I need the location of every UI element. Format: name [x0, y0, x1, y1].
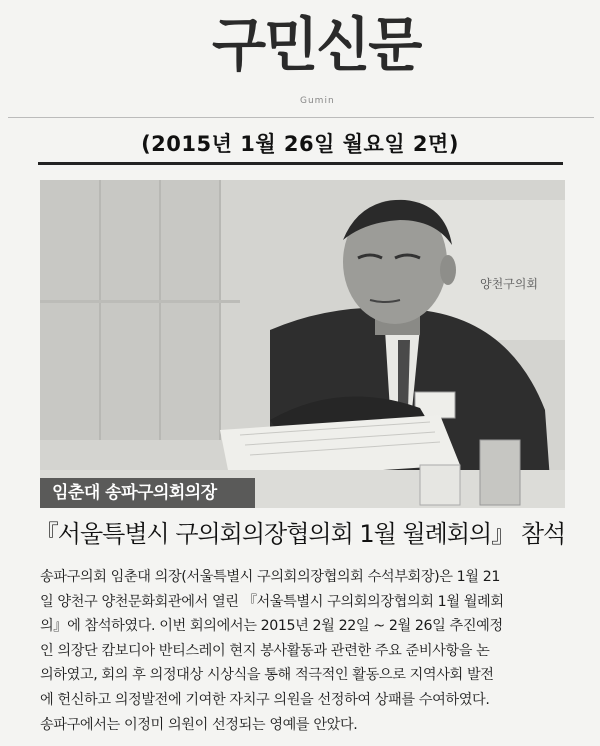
article-body-line: 의』에 참석하였다. 이번 회의에서는 2015년 2월 22일 ~ 2월 26일 추진예정	[40, 618, 503, 635]
nameplate-text: 양천구의회	[480, 277, 538, 291]
article-body	[40, 565, 566, 737]
article-body-line: 송파구에서는 이정미 의원이 선정되는 영예를 안았다.	[40, 716, 358, 733]
article-body-line: 의하였고, 회의 후 의정대상 시상식을 통해 적극적인 활동으로 지역사회 발전	[40, 667, 494, 684]
masthead-divider	[8, 117, 594, 118]
article-body-line: 일 양천구 양천문화회관에서 열린 『서울특별시 구의회의장협의회 1월 월례회	[40, 593, 504, 610]
article-body-line: 송파구의회 임춘대 의장(서울특별시 구의회의장협의회 수석부회장)은 1월 21	[40, 569, 500, 585]
article-body-line: 인 의장단 캄보디아 반티스레이 현지 봉사활동과 관련한 주요 준비사항을 논	[40, 642, 490, 659]
newspaper-logo: 구민신문	[212, 11, 421, 80]
newspaper-logo-subtitle: Gumin	[300, 96, 335, 106]
photo-illustration	[40, 180, 565, 508]
photo-caption: 임춘대 송파구의회의장	[40, 478, 255, 508]
issue-date: (2015년 1월 26일 월요일 2면)	[141, 132, 459, 156]
article-headline: 『서울특별시 구의회의장협의회 1월 월례회의』 참석	[34, 520, 566, 548]
date-divider	[38, 162, 563, 165]
article-body-line: 에 헌신하고 의정발전에 기여한 자치구 의원을 선정하여 상패를 수여하였다.	[40, 691, 490, 708]
masthead	[0, 0, 600, 120]
article-photo	[40, 180, 565, 508]
